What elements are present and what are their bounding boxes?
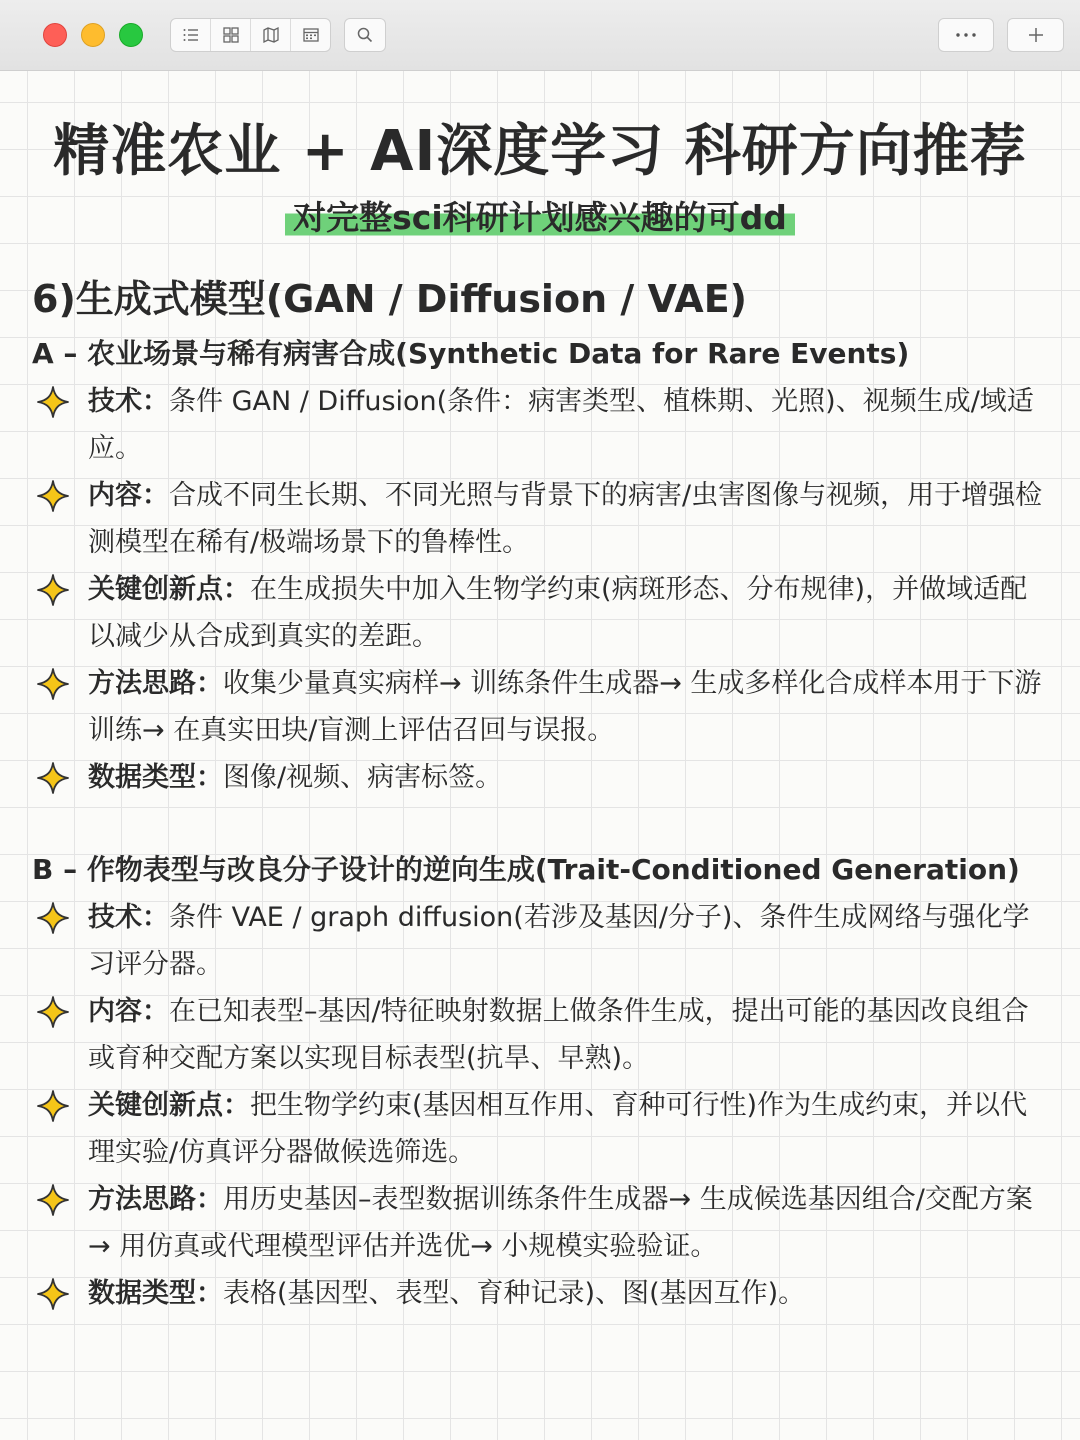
calendar-icon — [302, 26, 320, 44]
search-icon — [356, 26, 374, 44]
grid-icon — [222, 26, 240, 44]
part-a-list — [36, 378, 1052, 801]
part-a-heading: A – 农业场景与稀有病害合成(Synthetic Data for Rare Events) — [32, 337, 910, 370]
four-point-star-icon — [36, 667, 70, 701]
list-item — [36, 378, 1052, 472]
more-icon — [955, 32, 977, 38]
item-text: 把生物学约束(基因相互作用、育种可行性)作为生成约束，并以代理实验/仿真评分器做候选筛选。 — [88, 1090, 1028, 1168]
map-view-button[interactable] — [251, 19, 291, 51]
map-icon — [262, 26, 280, 44]
close-window-button[interactable] — [43, 23, 67, 47]
item-text: 用历史基因–表型数据训练条件生成器→ 生成候选基因组合/交配方案→ 用仿真或代理模型评估并选优→ 小规模实验验证。 — [88, 1184, 1033, 1262]
item-label: 方法思路： — [88, 668, 223, 699]
item-label: 数据类型： — [88, 1278, 223, 1309]
four-point-star-icon — [36, 573, 70, 607]
window-titlebar — [0, 0, 1080, 71]
item-label: 数据类型： — [88, 762, 223, 793]
section-title: 6)生成式模型(GAN / Diffusion / VAE) — [32, 277, 748, 321]
item-label: 关键创新点： — [88, 574, 250, 605]
item-label: 技术： — [88, 386, 169, 417]
view-mode-toolbar — [170, 18, 331, 52]
item-text: 条件 VAE / graph diffusion(若涉及基因/分子)、条件生成网络与强化学习评分器。 — [88, 902, 1030, 980]
item-text: 条件 GAN / Diffusion(条件：病害类型、植株期、光照)、视频生成/域适应。 — [88, 386, 1034, 464]
search-button[interactable] — [344, 18, 386, 52]
list-view-button[interactable] — [171, 19, 211, 51]
more-options-button[interactable] — [938, 18, 994, 52]
item-text: 表格(基因型、表型、育种记录)、图(基因互作)。 — [223, 1278, 806, 1309]
item-label: 方法思路： — [88, 1184, 223, 1215]
minimize-window-button[interactable] — [81, 23, 105, 47]
item-label: 关键创新点： — [88, 1090, 250, 1121]
four-point-star-icon — [36, 479, 70, 513]
four-point-star-icon — [36, 1277, 70, 1311]
item-label: 内容： — [88, 996, 169, 1027]
list-item — [36, 754, 1052, 801]
new-note-button[interactable] — [1007, 18, 1064, 52]
list-item — [36, 988, 1052, 1082]
part-b-heading: B – 作物表型与改良分子设计的逆向生成(Trait-Conditioned Generation) — [32, 853, 1020, 886]
list-item — [36, 1270, 1052, 1317]
part-b-list — [36, 894, 1052, 1317]
four-point-star-icon — [36, 995, 70, 1029]
four-point-star-icon — [36, 1183, 70, 1217]
four-point-star-icon — [36, 385, 70, 419]
item-text: 在已知表型–基因/特征映射数据上做条件生成，提出可能的基因改良组合或育种交配方案以实现目标表型(抗旱、早熟)。 — [88, 996, 1029, 1074]
four-point-star-icon — [36, 761, 70, 795]
grid-view-button[interactable] — [211, 19, 251, 51]
plus-icon — [1027, 26, 1045, 44]
list-icon — [182, 26, 200, 44]
item-text: 在生成损失中加入生物学约束(病斑形态、分布规律)，并做域适配以减少从合成到真实的差距。 — [88, 574, 1028, 652]
list-item — [36, 566, 1052, 660]
item-label: 内容： — [88, 480, 169, 511]
four-point-star-icon — [36, 1089, 70, 1123]
four-point-star-icon — [36, 901, 70, 935]
item-text: 收集少量真实病样→ 训练条件生成器→ 生成多样化合成样本用于下游训练→ 在真实田块/盲测上评估召回与误报。 — [88, 668, 1042, 746]
list-item — [36, 1082, 1052, 1176]
list-item — [36, 1176, 1052, 1270]
subtitle-container — [0, 195, 1080, 241]
page-subtitle: 对完整sci科研计划感兴趣的可dd — [285, 195, 795, 241]
list-item — [36, 894, 1052, 988]
page-title: 精准农业 + AI深度学习 科研方向推荐 — [53, 119, 1027, 184]
calendar-view-button[interactable] — [291, 19, 330, 51]
item-text: 图像/视频、病害标签。 — [223, 762, 503, 793]
list-item — [36, 660, 1052, 754]
list-item — [36, 472, 1052, 566]
zoom-window-button[interactable] — [119, 23, 143, 47]
item-label: 技术： — [88, 902, 169, 933]
item-text: 合成不同生长期、不同光照与背景下的病害/虫害图像与视频，用于增强检测模型在稀有/极端场景下的鲁棒性。 — [88, 480, 1043, 558]
